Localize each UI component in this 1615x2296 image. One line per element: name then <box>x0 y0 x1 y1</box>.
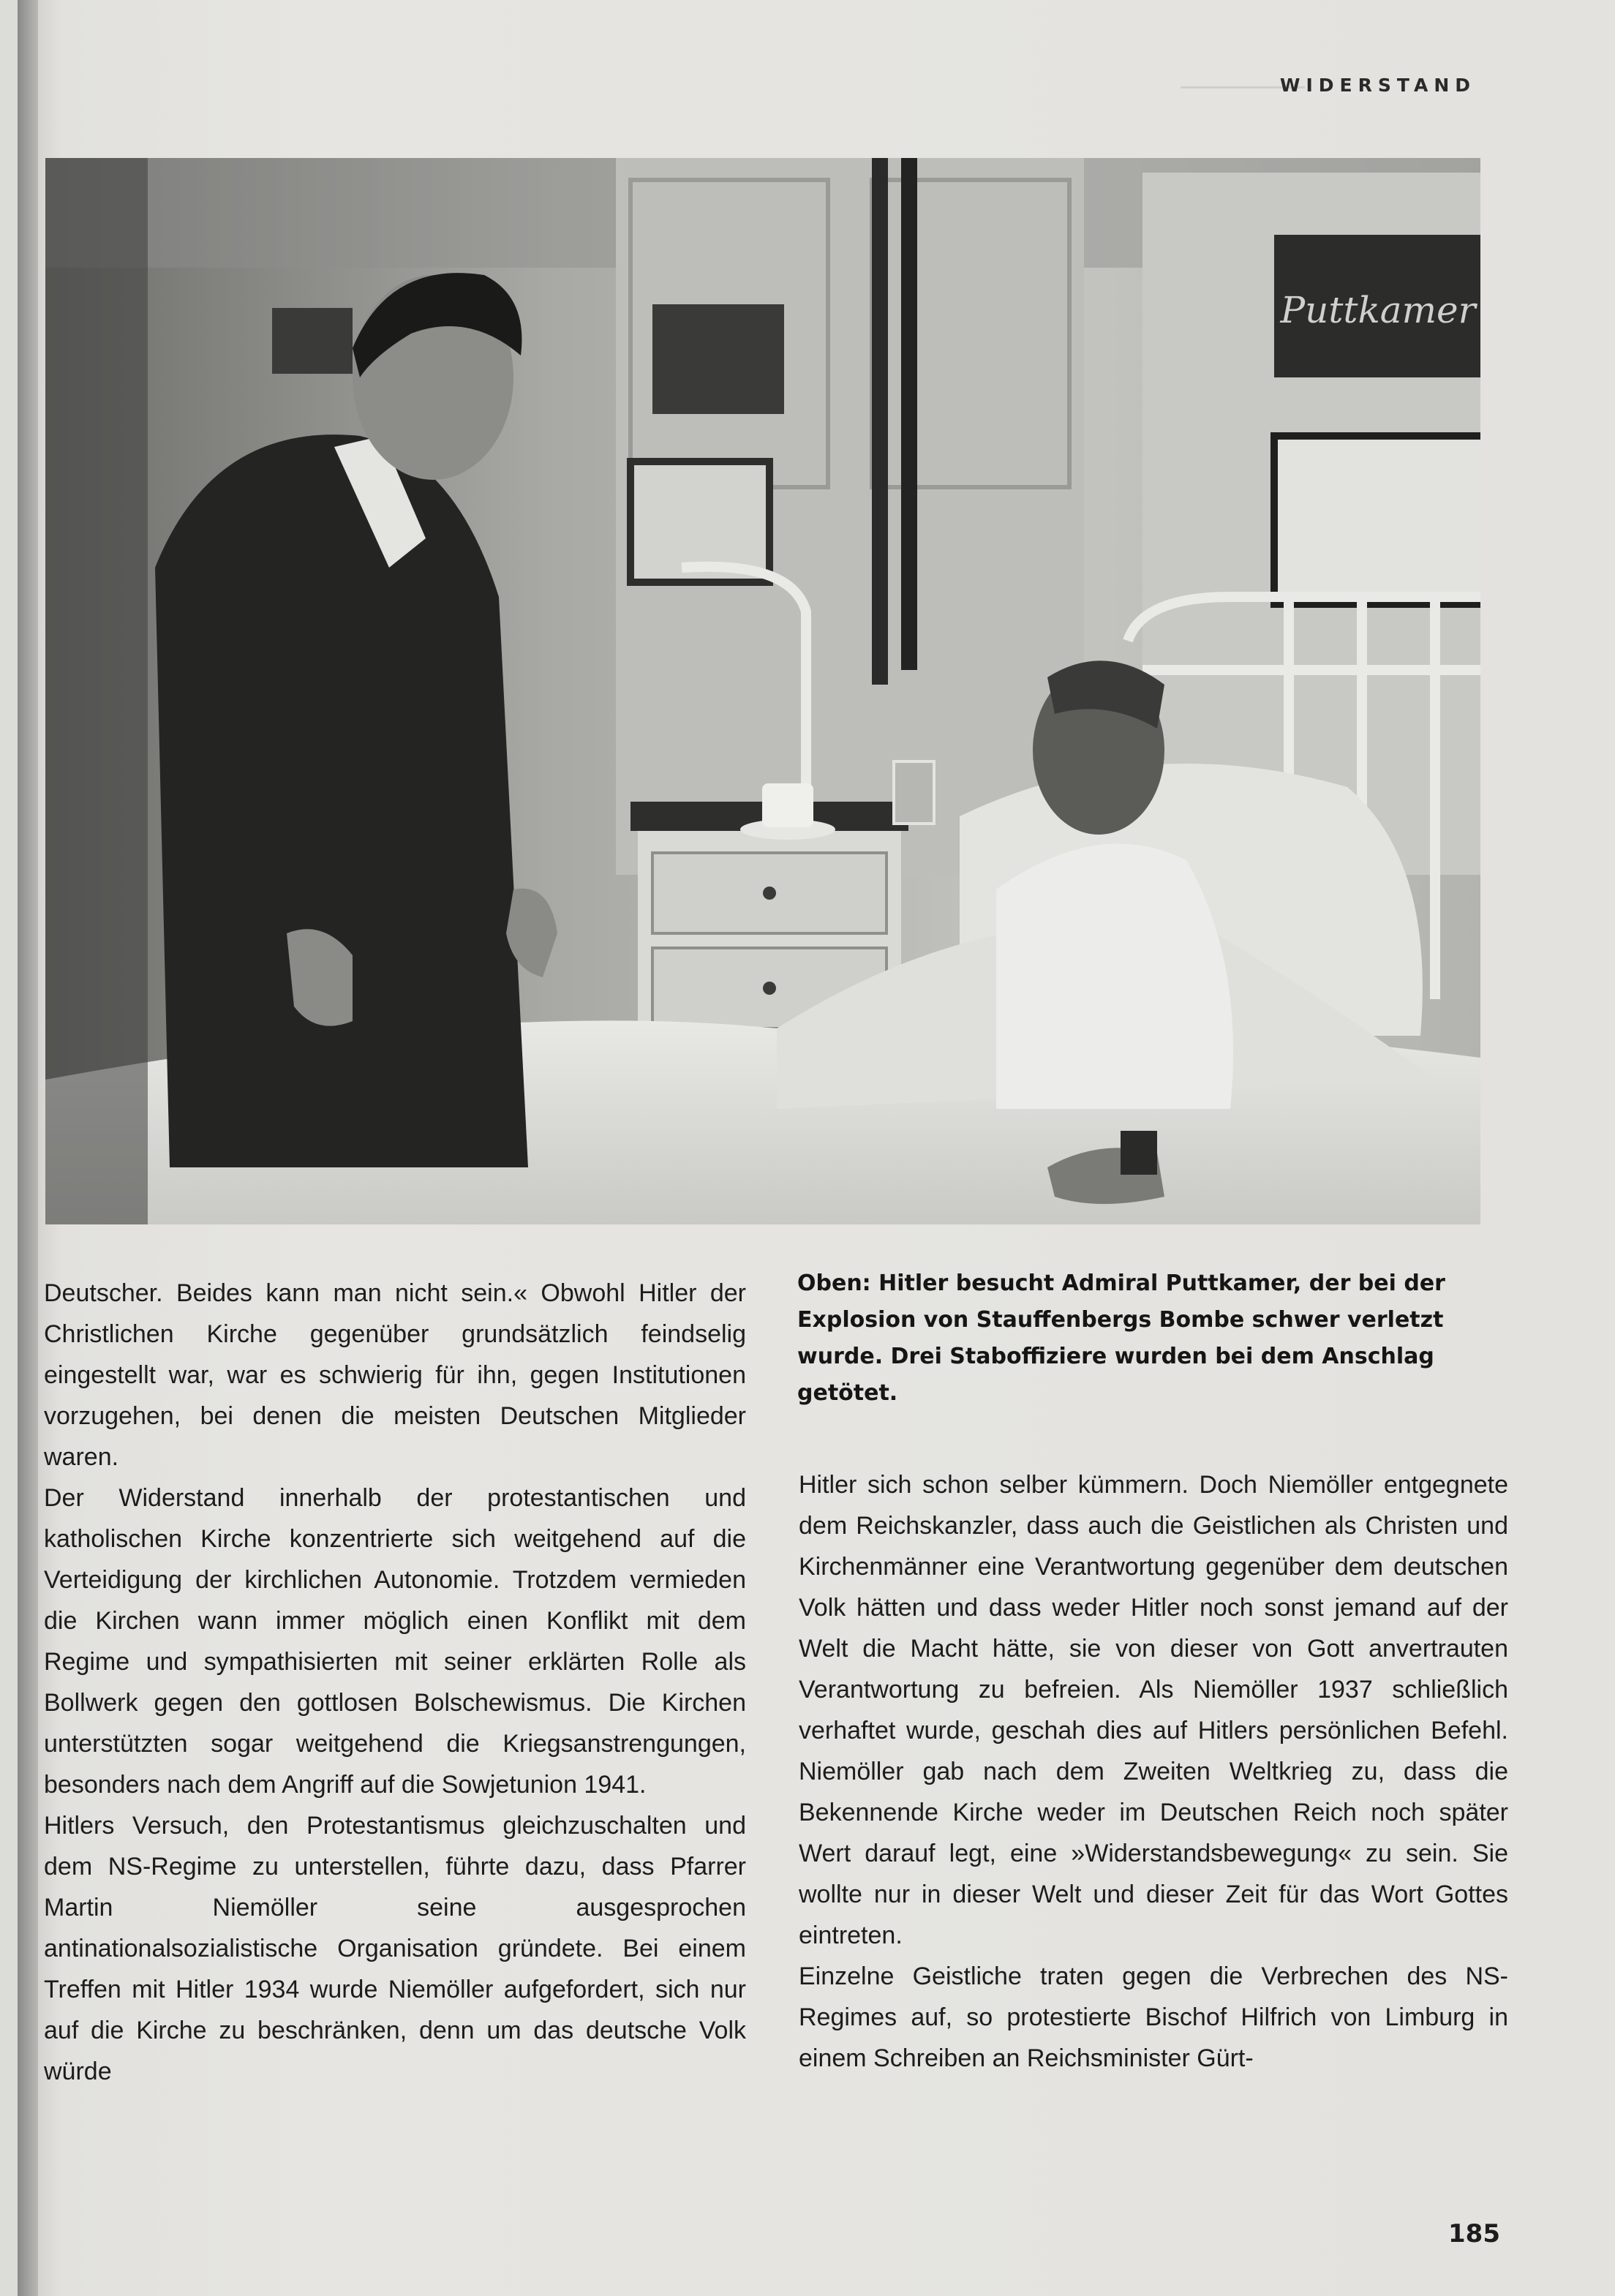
photo-caption: Oben: Hitler besucht Admiral Puttkamer, der bei der Explosion von Stauffenbergs Bombe schwer verletzt wurde. Drei Staboffiziere wurden bei dem Anschlag getötet. <box>797 1271 1445 1406</box>
right-paragraph-2: Einzelne Geistliche traten gegen die Verbrechen des NS-Regimes auf, so protestierte Bischof Hilfrich von Limburg in einem Schreiben an Reichsminister Gürt- <box>799 1962 1508 2072</box>
left-paragraph-2: Der Widerstand innerhalb der protestantischen und katholischen Kirche konzentrierte sich weitgehend auf die Verteidigung der kirchlichen Autonomie. Trotzdem vermieden die Kirchen wann immer möglich einen Konflikt mit dem Regime und sympathisierten mit seiner erklärten Rolle als Bollwerk gegen den gottlosen Bolschewismus. Die Kirchen unterstützten sogar weitgehend die Kriegsanstrengungen, besonders nach dem Angriff auf die Sowjetunion 1941. <box>44 1484 746 1799</box>
photograph <box>45 158 1480 1224</box>
board-label: Puttkamer <box>1280 289 1476 331</box>
right-paragraph-1: Hitler sich schon selber kümmern. Doch Niemöller entgegnete dem Reichskanzler, dass auch die Geistlichen als Christen und Kirchenmänner eine Verantwortung gegenüber dem deutschen Volk hätten und dass weder Hitler noch sonst jemand auf der Welt die Macht hätte, sie von dieser von Gott anvertrauten Verantwortung zu befreien. Als Niemöller 1937 schließlich verhaftet wurde, geschah dies auf Hitlers persönlichen Befehl. Niemöller gab nach dem Zweiten Weltkrieg zu, dass die Bekennende Kirche weder im Deutschen Reich noch später Wert darauf legt, eine »Widerstandsbewegung« zu sein. Sie wollte nur in dieser Welt und dieser Zeit für das Wort Gottes eintreten. <box>799 1471 1508 1949</box>
left-paragraph-1: Deutscher. Beides kann man nicht sein.« Obwohl Hitler der Christlichen Kirche gegenüber grundsätzlich feindselig eingestellt war, war es schwierig für ihn, gegen Institutionen vorzugehen, bei denen die meisten Deutschen Mitglieder waren. <box>44 1279 746 1471</box>
right-column <box>799 1464 1508 2079</box>
left-paragraph-3: Hitlers Versuch, den Protestantismus gleichzuschalten und dem NS-Regime zu unterstellen, führte dazu, dass Pfarrer Martin Niemöller seine ausgesprochen antinationalsozialistische Organisation gründete. Bei einem Treffen mit Hitler 1934 wurde Niemöller aufgefordert, sich nur auf die Kirche zu beschränken, denn um das deutsche Volk würde <box>44 1812 746 2085</box>
left-column <box>44 1273 746 2092</box>
page-number: 185 <box>1448 2219 1500 2248</box>
running-head: WIDERSTAND <box>1279 75 1476 96</box>
book-spine <box>18 0 38 2296</box>
